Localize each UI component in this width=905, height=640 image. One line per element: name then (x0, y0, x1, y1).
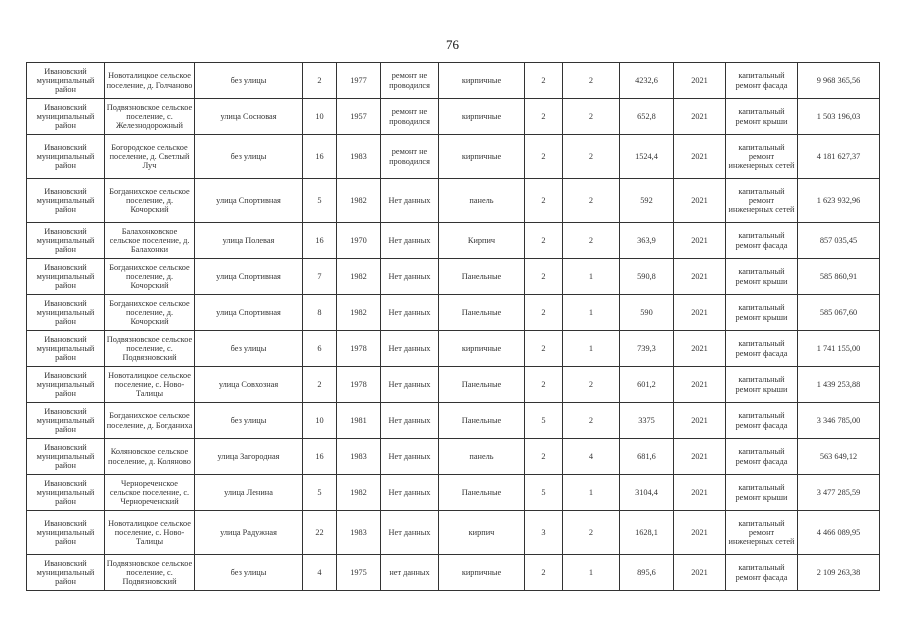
cell-build-year: 1982 (337, 295, 381, 331)
cell-district: Ивановский муниципальный район (27, 63, 105, 99)
cell-cost: 563 649,12 (798, 439, 880, 475)
cell-repair-type: капитальный ремонт инженерных сетей (726, 135, 798, 179)
cell-cost: 3 477 285,59 (798, 475, 880, 511)
cell-house-number: 6 (303, 331, 337, 367)
cell-house-number: 22 (303, 511, 337, 555)
cell-street: улица Радужная (195, 511, 303, 555)
cell-wall-material: панель (439, 179, 525, 223)
repair-program-table (26, 62, 880, 591)
cell-entrances: 2 (563, 511, 620, 555)
cell-wall-material: кирпичные (439, 555, 525, 591)
table-row (27, 367, 880, 403)
cell-area: 1628,1 (620, 511, 674, 555)
cell-wall-material: Панельные (439, 475, 525, 511)
cell-entrances: 4 (563, 439, 620, 475)
table-row (27, 259, 880, 295)
cell-build-year: 1977 (337, 63, 381, 99)
cell-entrances: 1 (563, 295, 620, 331)
cell-entrances: 2 (563, 135, 620, 179)
cell-repair-year: 2021 (674, 403, 726, 439)
cell-cost: 585 067,60 (798, 295, 880, 331)
cell-area: 3375 (620, 403, 674, 439)
cell-wall-material: Панельные (439, 295, 525, 331)
cell-last-repair: нет данных (381, 555, 439, 591)
cell-street: без улицы (195, 135, 303, 179)
cell-wall-material: кирпич (439, 511, 525, 555)
cell-repair-year: 2021 (674, 555, 726, 591)
cell-wall-material: кирпичные (439, 63, 525, 99)
cell-floors: 2 (525, 99, 563, 135)
cell-repair-type: капитальный ремонт фасада (726, 403, 798, 439)
cell-area: 601,2 (620, 367, 674, 403)
cell-floors: 2 (525, 331, 563, 367)
table-row (27, 223, 880, 259)
cell-wall-material: Панельные (439, 367, 525, 403)
cell-build-year: 1981 (337, 403, 381, 439)
cell-wall-material: Кирпич (439, 223, 525, 259)
cell-district: Ивановский муниципальный район (27, 223, 105, 259)
cell-build-year: 1978 (337, 367, 381, 403)
cell-settlement: Подвязновское сельское поселение, с. Железнодорожный (105, 99, 195, 135)
cell-floors: 2 (525, 179, 563, 223)
cell-repair-year: 2021 (674, 99, 726, 135)
cell-cost: 3 346 785,00 (798, 403, 880, 439)
cell-settlement: Балахонковское сельское поселение, д. Балахонки (105, 223, 195, 259)
cell-street: улица Полевая (195, 223, 303, 259)
cell-house-number: 5 (303, 475, 337, 511)
cell-street: улица Сосновая (195, 99, 303, 135)
cell-district: Ивановский муниципальный район (27, 259, 105, 295)
cell-street: без улицы (195, 331, 303, 367)
cell-settlement: Богородское сельское поселение, д. Светлый Луч (105, 135, 195, 179)
cell-wall-material: кирпичные (439, 331, 525, 367)
cell-repair-year: 2021 (674, 135, 726, 179)
cell-settlement: Богданихское сельское поселение, д. Кочорский (105, 295, 195, 331)
cell-build-year: 1982 (337, 179, 381, 223)
cell-repair-type: капитальный ремонт фасада (726, 439, 798, 475)
cell-repair-type: капитальный ремонт инженерных сетей (726, 179, 798, 223)
cell-last-repair: Нет данных (381, 223, 439, 259)
cell-wall-material: Панельные (439, 403, 525, 439)
cell-house-number: 10 (303, 403, 337, 439)
cell-floors: 5 (525, 403, 563, 439)
cell-cost: 4 466 089,95 (798, 511, 880, 555)
cell-district: Ивановский муниципальный район (27, 555, 105, 591)
cell-repair-year: 2021 (674, 259, 726, 295)
cell-house-number: 16 (303, 135, 337, 179)
table-body (27, 63, 880, 591)
cell-house-number: 16 (303, 439, 337, 475)
cell-settlement: Подвязновское сельское поселение, с. Подвязновский (105, 331, 195, 367)
cell-cost: 1 439 253,88 (798, 367, 880, 403)
cell-district: Ивановский муниципальный район (27, 179, 105, 223)
cell-area: 652,8 (620, 99, 674, 135)
cell-last-repair: Нет данных (381, 179, 439, 223)
cell-floors: 2 (525, 439, 563, 475)
cell-area: 363,9 (620, 223, 674, 259)
cell-build-year: 1975 (337, 555, 381, 591)
cell-build-year: 1983 (337, 511, 381, 555)
cell-street: без улицы (195, 63, 303, 99)
cell-last-repair: Нет данных (381, 259, 439, 295)
cell-wall-material: Панельные (439, 259, 525, 295)
cell-street: улица Спортивная (195, 295, 303, 331)
table-row (27, 475, 880, 511)
cell-repair-year: 2021 (674, 511, 726, 555)
table-row (27, 135, 880, 179)
cell-repair-year: 2021 (674, 367, 726, 403)
cell-settlement: Богданихское сельское поселение, д. Кочорский (105, 259, 195, 295)
cell-cost: 1 503 196,03 (798, 99, 880, 135)
cell-entrances: 2 (563, 179, 620, 223)
table-row (27, 511, 880, 555)
cell-floors: 2 (525, 259, 563, 295)
cell-settlement: Новоталицкое сельское поселение, с. Ново-Талицы (105, 367, 195, 403)
cell-district: Ивановский муниципальный район (27, 367, 105, 403)
cell-last-repair: Нет данных (381, 475, 439, 511)
cell-last-repair: ремонт не проводился (381, 63, 439, 99)
cell-area: 590,8 (620, 259, 674, 295)
cell-area: 681,6 (620, 439, 674, 475)
cell-entrances: 2 (563, 367, 620, 403)
cell-area: 895,6 (620, 555, 674, 591)
cell-repair-year: 2021 (674, 295, 726, 331)
cell-floors: 2 (525, 367, 563, 403)
cell-wall-material: кирпичные (439, 99, 525, 135)
cell-repair-year: 2021 (674, 439, 726, 475)
cell-repair-type: капитальный ремонт крыши (726, 295, 798, 331)
cell-house-number: 7 (303, 259, 337, 295)
cell-last-repair: Нет данных (381, 331, 439, 367)
cell-repair-type: капитальный ремонт крыши (726, 259, 798, 295)
table-row (27, 99, 880, 135)
cell-area: 1524,4 (620, 135, 674, 179)
cell-cost: 585 860,91 (798, 259, 880, 295)
cell-settlement: Подвязновское сельское поселение, с. Подвязновский (105, 555, 195, 591)
cell-repair-type: капитальный ремонт фасада (726, 555, 798, 591)
cell-area: 3104,4 (620, 475, 674, 511)
cell-build-year: 1978 (337, 331, 381, 367)
cell-district: Ивановский муниципальный район (27, 511, 105, 555)
cell-repair-type: капитальный ремонт крыши (726, 99, 798, 135)
cell-floors: 5 (525, 475, 563, 511)
cell-area: 739,3 (620, 331, 674, 367)
page-number: 76 (446, 37, 459, 52)
cell-house-number: 5 (303, 179, 337, 223)
cell-area: 592 (620, 179, 674, 223)
cell-repair-type: капитальный ремонт фасада (726, 331, 798, 367)
cell-build-year: 1970 (337, 223, 381, 259)
cell-entrances: 2 (563, 403, 620, 439)
cell-entrances: 2 (563, 223, 620, 259)
cell-entrances: 1 (563, 331, 620, 367)
cell-last-repair: ремонт не проводился (381, 99, 439, 135)
table-row (27, 295, 880, 331)
cell-district: Ивановский муниципальный район (27, 439, 105, 475)
cell-street: улица Загородная (195, 439, 303, 475)
cell-repair-type: капитальный ремонт инженерных сетей (726, 511, 798, 555)
cell-build-year: 1982 (337, 259, 381, 295)
cell-street: без улицы (195, 403, 303, 439)
cell-district: Ивановский муниципальный район (27, 135, 105, 179)
cell-settlement: Богданихское сельское поселение, д. Кочорский (105, 179, 195, 223)
table-row (27, 555, 880, 591)
cell-repair-type: капитальный ремонт фасада (726, 63, 798, 99)
cell-floors: 2 (525, 223, 563, 259)
cell-street: без улицы (195, 555, 303, 591)
table-row (27, 439, 880, 475)
cell-street: улица Ленина (195, 475, 303, 511)
cell-street: улица Спортивная (195, 179, 303, 223)
cell-house-number: 4 (303, 555, 337, 591)
cell-last-repair: Нет данных (381, 367, 439, 403)
cell-last-repair: Нет данных (381, 295, 439, 331)
cell-settlement: Новоталицкое сельское поселение, с. Ново-Талицы (105, 511, 195, 555)
cell-repair-year: 2021 (674, 179, 726, 223)
cell-floors: 2 (525, 135, 563, 179)
cell-house-number: 2 (303, 63, 337, 99)
cell-repair-type: капитальный ремонт фасада (726, 223, 798, 259)
cell-floors: 3 (525, 511, 563, 555)
cell-settlement: Коляновское сельское поселение, д. Коляново (105, 439, 195, 475)
cell-area: 590 (620, 295, 674, 331)
cell-district: Ивановский муниципальный район (27, 331, 105, 367)
cell-floors: 2 (525, 63, 563, 99)
cell-entrances: 1 (563, 259, 620, 295)
cell-cost: 1 741 155,00 (798, 331, 880, 367)
cell-district: Ивановский муниципальный район (27, 403, 105, 439)
cell-settlement: Богданихское сельское поселение, д. Богданиха (105, 403, 195, 439)
cell-street: улица Спортивная (195, 259, 303, 295)
cell-last-repair: Нет данных (381, 439, 439, 475)
cell-cost: 1 623 932,96 (798, 179, 880, 223)
cell-settlement: Чернореченское сельское поселение, с. Чернореченский (105, 475, 195, 511)
cell-house-number: 16 (303, 223, 337, 259)
cell-cost: 9 968 365,56 (798, 63, 880, 99)
cell-cost: 2 109 263,38 (798, 555, 880, 591)
cell-wall-material: кирпичные (439, 135, 525, 179)
cell-last-repair: Нет данных (381, 511, 439, 555)
cell-floors: 2 (525, 295, 563, 331)
cell-district: Ивановский муниципальный район (27, 295, 105, 331)
cell-repair-year: 2021 (674, 63, 726, 99)
cell-last-repair: ремонт не проводился (381, 135, 439, 179)
cell-repair-year: 2021 (674, 331, 726, 367)
cell-district: Ивановский муниципальный район (27, 99, 105, 135)
cell-house-number: 8 (303, 295, 337, 331)
table-row (27, 403, 880, 439)
cell-settlement: Новоталицкое сельское поселение, д. Голчаново (105, 63, 195, 99)
cell-wall-material: панель (439, 439, 525, 475)
cell-entrances: 1 (563, 475, 620, 511)
cell-build-year: 1983 (337, 439, 381, 475)
cell-repair-type: капитальный ремонт крыши (726, 367, 798, 403)
cell-entrances: 2 (563, 63, 620, 99)
cell-floors: 2 (525, 555, 563, 591)
table-row (27, 63, 880, 99)
cell-entrances: 2 (563, 99, 620, 135)
cell-repair-type: капитальный ремонт крыши (726, 475, 798, 511)
cell-house-number: 2 (303, 367, 337, 403)
cell-house-number: 10 (303, 99, 337, 135)
cell-last-repair: Нет данных (381, 403, 439, 439)
cell-entrances: 1 (563, 555, 620, 591)
cell-build-year: 1982 (337, 475, 381, 511)
cell-repair-year: 2021 (674, 223, 726, 259)
cell-cost: 4 181 627,37 (798, 135, 880, 179)
table-row (27, 179, 880, 223)
cell-cost: 857 035,45 (798, 223, 880, 259)
cell-district: Ивановский муниципальный район (27, 475, 105, 511)
cell-build-year: 1957 (337, 99, 381, 135)
cell-repair-year: 2021 (674, 475, 726, 511)
cell-area: 4232,6 (620, 63, 674, 99)
cell-street: улица Совхозная (195, 367, 303, 403)
cell-build-year: 1983 (337, 135, 381, 179)
table-row (27, 331, 880, 367)
